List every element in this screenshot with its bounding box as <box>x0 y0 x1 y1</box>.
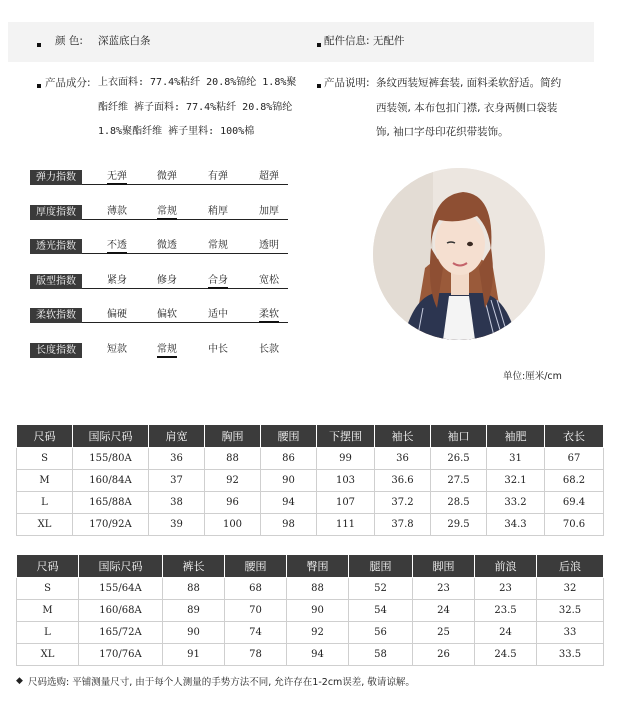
unit-label: 单位:厘米/cm <box>503 371 562 382</box>
model-illustration <box>373 168 545 340</box>
index-option-selected: 不透 <box>107 239 127 254</box>
table-cell: 23 <box>413 578 475 600</box>
table-cell: 74 <box>225 622 287 644</box>
index-label: 透光指数 <box>30 239 82 254</box>
table-row <box>17 644 604 666</box>
index-label: 版型指数 <box>30 274 82 289</box>
table-cell: 54 <box>349 600 413 622</box>
diamond-icon: ◆ <box>16 676 23 686</box>
table-row <box>17 448 604 470</box>
table-row <box>17 600 604 622</box>
table-cell: 24.5 <box>475 644 537 666</box>
composition-line-3: 1.8%聚酯纤维 裤子里料: 100%棉 <box>98 126 255 137</box>
table-cell: 24 <box>475 622 537 644</box>
composition-label: 产品成分: <box>45 77 91 89</box>
top-size-table <box>16 424 604 536</box>
index-option: 稍厚 <box>208 205 228 217</box>
index-option: 透明 <box>259 240 279 252</box>
table-cell: 39 <box>149 514 205 536</box>
model-photo <box>373 168 545 340</box>
table-cell: 31 <box>487 448 545 470</box>
table-cell: 23.5 <box>475 600 537 622</box>
column-header: 前浪 <box>475 555 537 578</box>
table-cell: 33 <box>537 622 604 644</box>
table-cell: 58 <box>349 644 413 666</box>
table-cell: 36 <box>149 448 205 470</box>
description-line-2: 西装领, 本布包扣门襟, 衣身两侧口袋装 <box>376 102 558 114</box>
table-cell: 56 <box>349 622 413 644</box>
index-option: 短款 <box>107 344 127 355</box>
index-option: 偏硬 <box>107 309 127 321</box>
index-label: 柔软指数 <box>30 308 82 323</box>
composition-line-2: 酯纤维 裤子面料: 77.4%粘纤 20.8%锦纶 <box>98 102 293 113</box>
bullet-icon <box>317 43 321 47</box>
table-cell: 28.5 <box>431 492 487 514</box>
table-cell: 27.5 <box>431 470 487 492</box>
table-cell: 94 <box>287 644 349 666</box>
table-cell: 94 <box>261 492 317 514</box>
index-option: 超弹 <box>259 171 279 182</box>
table-cell: 37.2 <box>375 492 431 514</box>
table-cell: 111 <box>317 514 375 536</box>
index-option-selected: 常规 <box>157 343 177 358</box>
column-header: 胸围 <box>205 425 261 448</box>
table-cell: 98 <box>261 514 317 536</box>
index-option: 偏软 <box>157 309 177 321</box>
table-cell: 29.5 <box>431 514 487 536</box>
table-row <box>17 514 604 536</box>
table-cell: L <box>17 622 79 644</box>
index-option: 长款 <box>259 344 279 355</box>
table-cell: 96 <box>205 492 261 514</box>
table-cell: 103 <box>317 470 375 492</box>
index-option: 中长 <box>208 344 228 355</box>
index-option: 适中 <box>208 309 228 321</box>
composition-line-1: 上衣面料: 77.4%粘纤 20.8%锦纶 1.8%聚 <box>98 77 297 88</box>
table-cell: 33.2 <box>487 492 545 514</box>
index-option-selected: 柔软 <box>259 308 279 323</box>
table-cell: 92 <box>287 622 349 644</box>
index-scale-line <box>82 288 288 289</box>
index-option-selected: 无弹 <box>107 170 127 185</box>
table-cell: 52 <box>349 578 413 600</box>
table-cell: 170/92A <box>73 514 149 536</box>
table-cell: 25 <box>413 622 475 644</box>
table-cell: 160/68A <box>79 600 163 622</box>
column-header: 腰围 <box>225 555 287 578</box>
table-row <box>17 470 604 492</box>
table-cell: 68.2 <box>545 470 604 492</box>
column-header: 袖长 <box>375 425 431 448</box>
table-cell: XL <box>17 514 73 536</box>
table-cell: 165/72A <box>79 622 163 644</box>
index-scale-line <box>82 322 288 323</box>
table-cell: S <box>17 578 79 600</box>
table-cell: 165/88A <box>73 492 149 514</box>
table-header-row <box>17 425 604 448</box>
table-cell: 70 <box>225 600 287 622</box>
table-cell: 107 <box>317 492 375 514</box>
index-scale-line <box>82 219 288 220</box>
column-header: 下摆围 <box>317 425 375 448</box>
table-row <box>17 492 604 514</box>
bottom-size-table <box>16 554 604 666</box>
color-info-bar <box>8 22 594 62</box>
table-cell: 100 <box>205 514 261 536</box>
column-header: 腰围 <box>261 425 317 448</box>
column-header: 袖肥 <box>487 425 545 448</box>
table-cell: 170/76A <box>79 644 163 666</box>
table-cell: 37.8 <box>375 514 431 536</box>
index-option: 常规 <box>208 240 228 252</box>
table-cell: 26 <box>413 644 475 666</box>
index-option: 宽松 <box>259 274 279 286</box>
column-header: 国际尺码 <box>79 555 163 578</box>
table-cell: L <box>17 492 73 514</box>
index-label: 长度指数 <box>30 343 82 358</box>
column-header: 袖口 <box>431 425 487 448</box>
index-option: 薄款 <box>107 205 127 217</box>
table-cell: 70.6 <box>545 514 604 536</box>
table-cell: 32.1 <box>487 470 545 492</box>
accessory-info: 配件信息: 无配件 <box>324 35 405 47</box>
column-header: 尺码 <box>17 425 73 448</box>
index-option: 紧身 <box>107 274 127 286</box>
table-header-row <box>17 555 604 578</box>
description-line-1: 条纹西装短裤套装, 面料柔软舒适。简约 <box>376 77 562 89</box>
index-label: 厚度指数 <box>30 205 82 220</box>
table-cell: 32 <box>537 578 604 600</box>
table-cell: S <box>17 448 73 470</box>
table-cell: XL <box>17 644 79 666</box>
index-option: 加厚 <box>259 205 279 217</box>
footnote: 尺码选购: 平铺测量尺寸, 由于每个人测量的手势方法不同, 允许存在1-2cm误差, 敬请谅解。 <box>28 677 415 688</box>
index-option-selected: 合身 <box>208 274 228 289</box>
table-cell: 23 <box>475 578 537 600</box>
table-cell: 88 <box>163 578 225 600</box>
table-cell: 90 <box>261 470 317 492</box>
table-cell: 67 <box>545 448 604 470</box>
index-option: 修身 <box>157 274 177 286</box>
table-cell: 90 <box>163 622 225 644</box>
table-cell: 155/80A <box>73 448 149 470</box>
table-cell: 91 <box>163 644 225 666</box>
table-cell: 86 <box>261 448 317 470</box>
table-cell: 160/84A <box>73 470 149 492</box>
table-cell: 69.4 <box>545 492 604 514</box>
table-cell: 24 <box>413 600 475 622</box>
column-header: 国际尺码 <box>73 425 149 448</box>
column-header: 裤长 <box>163 555 225 578</box>
table-cell: 26.5 <box>431 448 487 470</box>
bullet-icon <box>37 43 41 47</box>
table-cell: 37 <box>149 470 205 492</box>
bullet-icon <box>37 84 41 88</box>
index-option: 有弹 <box>208 171 228 182</box>
color-label: 颜 色: <box>55 35 83 47</box>
index-option-selected: 常规 <box>157 205 177 220</box>
table-row <box>17 578 604 600</box>
table-cell: 68 <box>225 578 287 600</box>
table-cell: 155/64A <box>79 578 163 600</box>
column-header: 脚围 <box>413 555 475 578</box>
index-option: 微透 <box>157 240 177 252</box>
table-cell: 90 <box>287 600 349 622</box>
column-header: 衣长 <box>545 425 604 448</box>
description-label: 产品说明: <box>324 77 370 89</box>
column-header: 腿围 <box>349 555 413 578</box>
index-option: 微弹 <box>157 171 177 182</box>
table-cell: 36.6 <box>375 470 431 492</box>
column-header: 后浪 <box>537 555 604 578</box>
column-header: 尺码 <box>17 555 79 578</box>
table-cell: 36 <box>375 448 431 470</box>
table-cell: 33.5 <box>537 644 604 666</box>
column-header: 肩宽 <box>149 425 205 448</box>
table-row <box>17 622 604 644</box>
table-cell: 38 <box>149 492 205 514</box>
table-cell: 89 <box>163 600 225 622</box>
color-value: 深蓝底白条 <box>98 35 151 47</box>
table-cell: 32.5 <box>537 600 604 622</box>
table-cell: M <box>17 600 79 622</box>
table-cell: 99 <box>317 448 375 470</box>
table-cell: M <box>17 470 73 492</box>
table-cell: 88 <box>205 448 261 470</box>
table-cell: 92 <box>205 470 261 492</box>
bullet-icon <box>317 84 321 88</box>
table-cell: 78 <box>225 644 287 666</box>
index-label: 弹力指数 <box>30 170 82 185</box>
table-cell: 34.3 <box>487 514 545 536</box>
description-line-3: 饰, 袖口字母印花织带装饰。 <box>376 126 509 138</box>
table-cell: 88 <box>287 578 349 600</box>
column-header: 臀围 <box>287 555 349 578</box>
